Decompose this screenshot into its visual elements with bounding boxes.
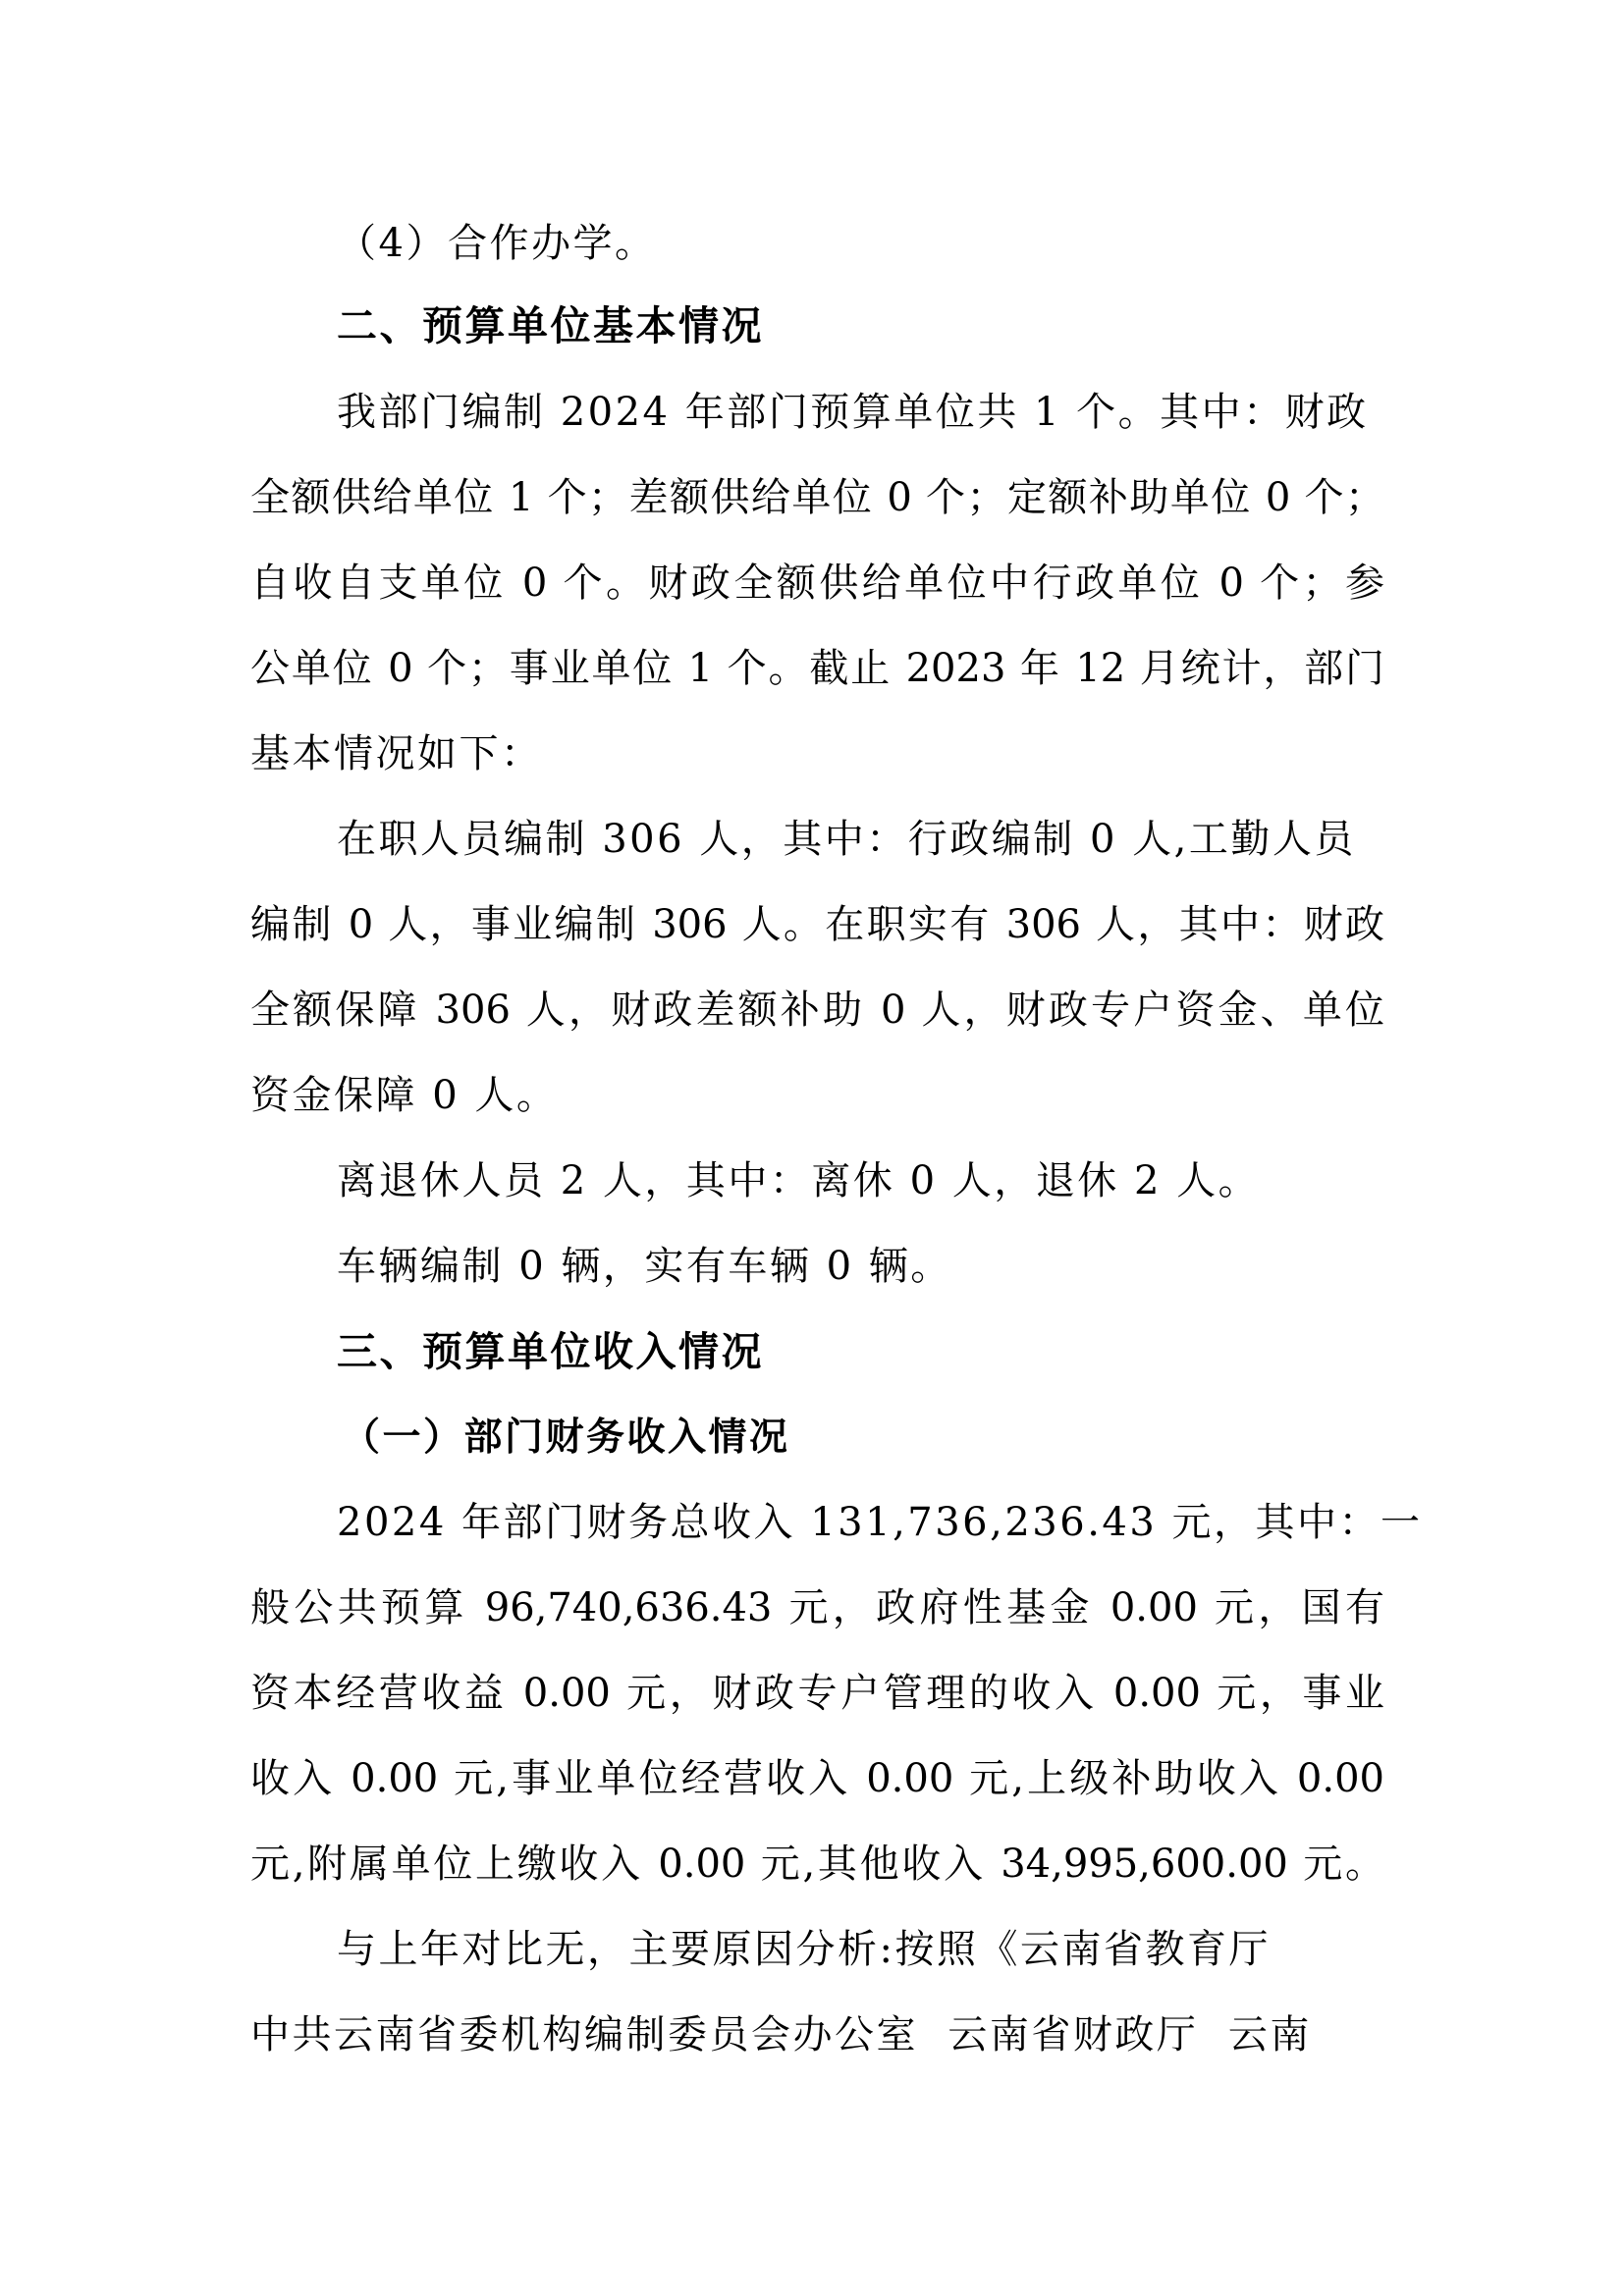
paragraph-line: 元,附属单位上缴收入 0.00 元,其他收入 34,995,600.00 元。 — [250, 1842, 1384, 1887]
paragraph-line: 编制 0 人，事业编制 306 人。在职实有 306 人，其中：财政 — [250, 902, 1384, 947]
paragraph-line: 与上年对比无，主要原因分析:按照《云南省教育厅 — [337, 1927, 1271, 1972]
paragraph-retired-staff: 离退休人员 2 人，其中：离休 0 人，退休 2 人。 — [337, 1158, 1261, 1203]
paragraph-line: 般公共预算 96,740,636.43 元，政府性基金 0.00 元，国有 — [250, 1585, 1384, 1630]
paragraph-line: 基本情况如下： — [250, 731, 543, 776]
paragraph-line: 收入 0.00 元,事业单位经营收入 0.00 元,上级补助收入 0.00 — [250, 1756, 1384, 1801]
subsection-heading-financial-income: （一）部门财务收入情况 — [342, 1415, 790, 1460]
paragraph-line: 我部门编制 2024 年部门预算单位共 1 个。其中：财政 — [337, 390, 1369, 435]
section-heading-basic-info: 二、预算单位基本情况 — [337, 302, 764, 349]
paragraph-vehicles: 车辆编制 0 辆，实有车辆 0 辆。 — [337, 1244, 952, 1289]
paragraph-line: 2024 年部门财务总收入 131,736,236.43 元，其中：一 — [337, 1500, 1423, 1545]
paragraph-line: 资本经营收益 0.00 元，财政专户管理的收入 0.00 元，事业 — [250, 1671, 1384, 1716]
paragraph-line: 全额保障 306 人，财政差额补助 0 人，财政专户资金、单位 — [250, 988, 1384, 1033]
section-heading-income: 三、预算单位收入情况 — [337, 1328, 764, 1375]
paragraph-line: 中共云南省委机构编制委员会办公室 云南省财政厅 云南 — [250, 2012, 1312, 2057]
paragraph-line: 自收自支单位 0 个。财政全额供给单位中行政单位 0 个；参 — [250, 561, 1384, 606]
paragraph-line: 资金保障 0 人。 — [250, 1073, 559, 1118]
paragraph-line: 全额供给单位 1 个；差额供给单位 0 个；定额补助单位 0 个； — [250, 475, 1384, 520]
paragraph-line: 公单位 0 个；事业单位 1 个。截止 2023 年 12 月统计，部门 — [250, 646, 1384, 691]
list-item-cooperative-education: （4）合作办学。 — [337, 221, 657, 266]
paragraph-line: 在职人员编制 306 人，其中：行政编制 0 人,工勤人员 — [337, 817, 1356, 862]
